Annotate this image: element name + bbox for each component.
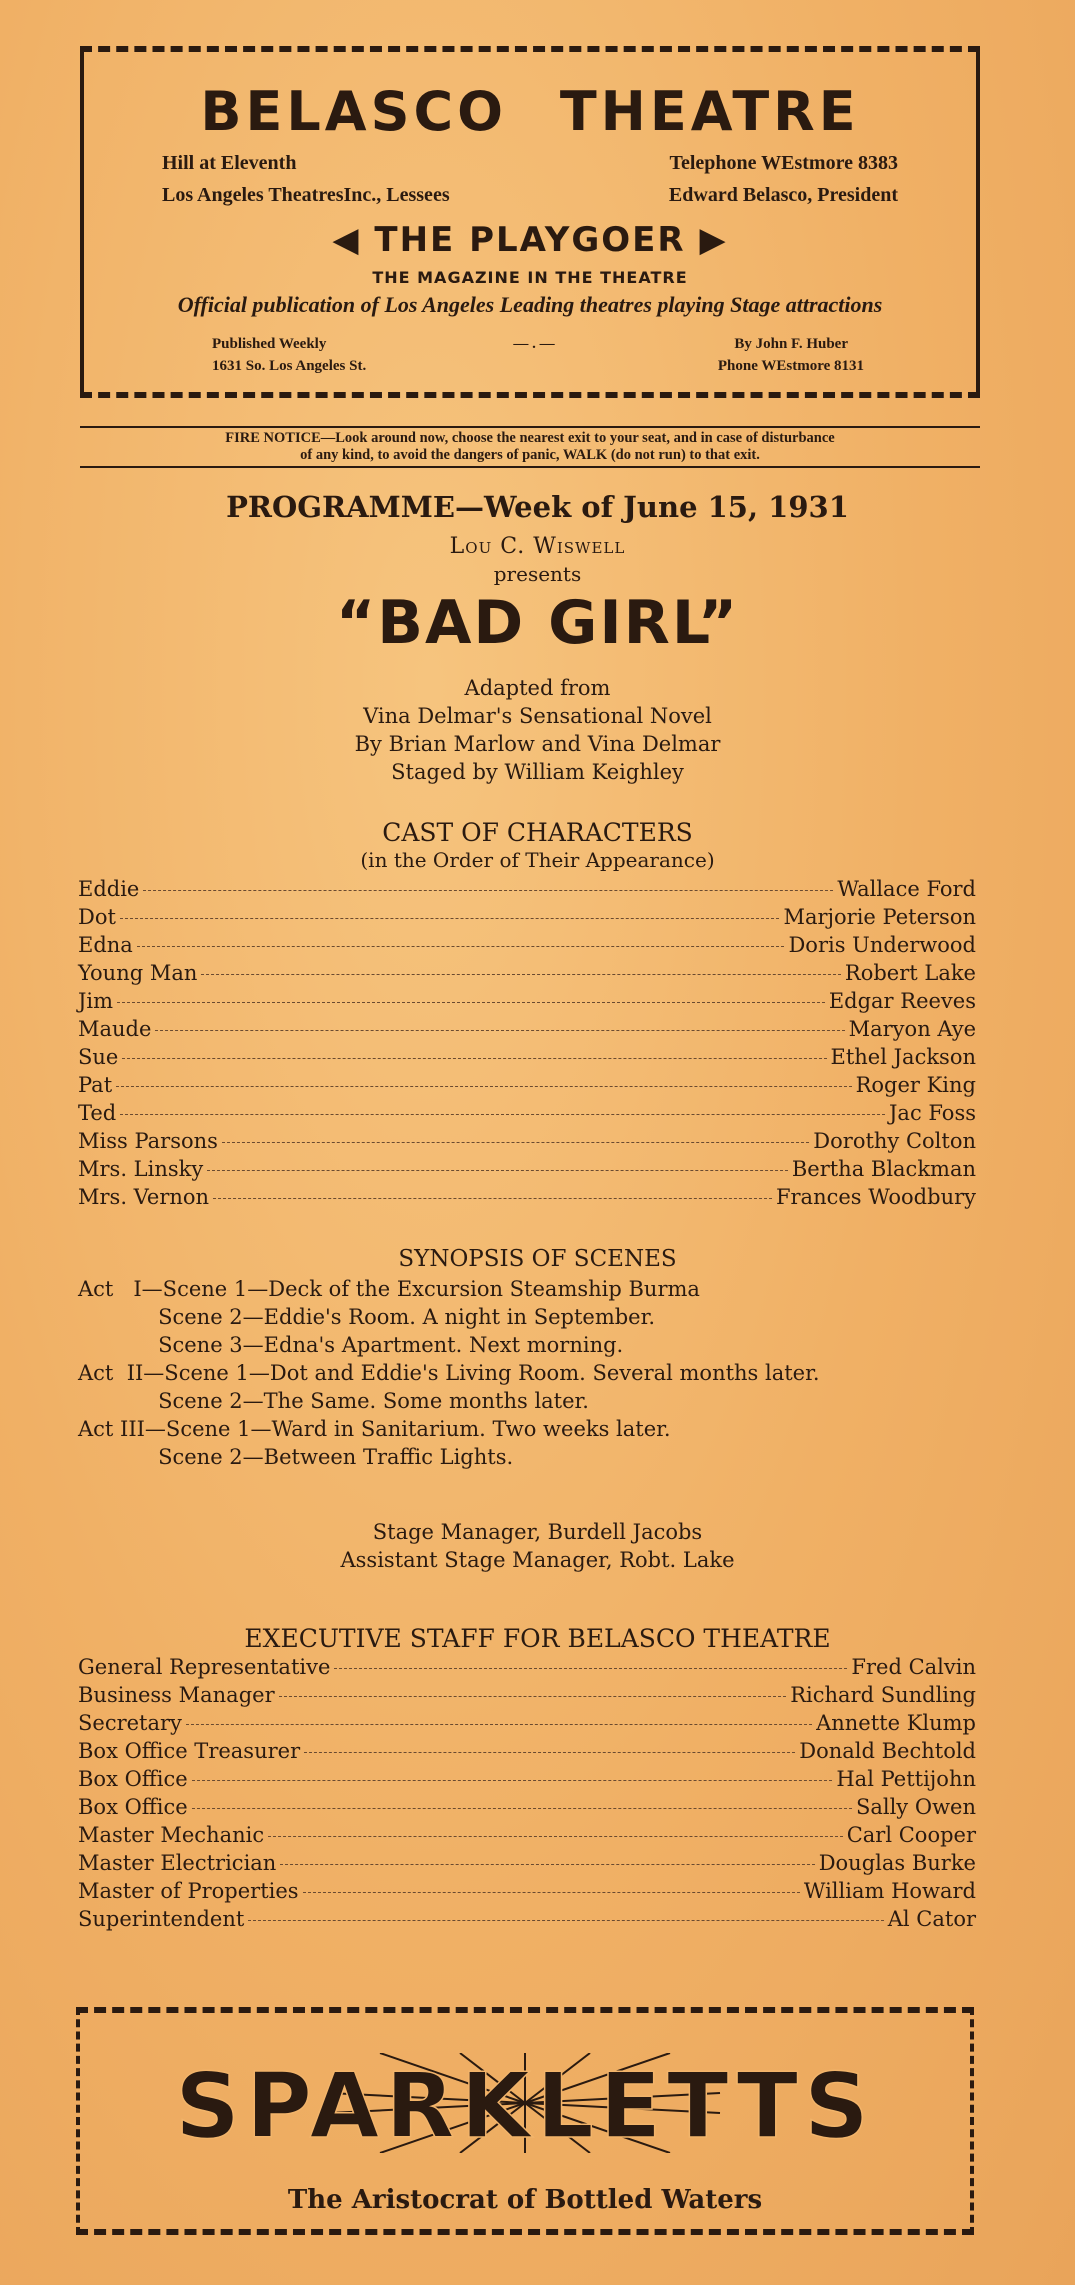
synopsis-line: Scene 2—Eddie's Room. A night in September. (78, 1305, 656, 1329)
staff-role: Master Electrician (78, 1851, 277, 1875)
synopsis-line: Scene 3—Edna's Apartment. Next morning. (78, 1333, 624, 1357)
cast-row (78, 1101, 976, 1129)
staff-row (78, 1879, 976, 1907)
cast-actor: Edgar Reeves (828, 989, 976, 1013)
leader-dots (279, 1696, 787, 1697)
leader-dots (268, 1836, 843, 1837)
playgoer-title-text: THE PLAYGOER (374, 220, 686, 260)
fire-notice (80, 426, 980, 468)
cast-role: Sue (78, 1045, 119, 1069)
staff-role: Box Office (78, 1795, 188, 1819)
staff-name: Donald Bechtold (799, 1739, 976, 1763)
staff-role: Superintendent (78, 1907, 245, 1931)
cast-role: Dot (78, 905, 116, 929)
synopsis-line: Scene 2—The Same. Some months later. (78, 1389, 589, 1413)
assistant-stage-manager: Assistant Stage Manager, Robt. Lake (340, 1548, 735, 1572)
sparkletts-tagline: The Aristocrat of Bottled Waters (287, 2185, 763, 2215)
staff-row (78, 1767, 976, 1795)
leader-dots (120, 1114, 885, 1115)
cast-role: Ted (78, 1101, 117, 1125)
staff-role: Box Office (78, 1767, 188, 1791)
theatre-name: BELASCO THEATRE (200, 80, 860, 143)
cast-role: Maude (78, 1017, 152, 1041)
credit-line-4: Staged by William Keighley (391, 760, 684, 784)
cast-actor: Ethel Jackson (830, 1045, 976, 1069)
credit-line-2: Vina Delmar's Sensational Novel (363, 704, 712, 728)
presenter-name: Lou C. Wiswell (449, 534, 626, 559)
synopsis-line: Act II—Scene 1—Dot and Eddie's Living Room. Several months later. (78, 1361, 820, 1385)
leader-dots (280, 1864, 814, 1865)
cast-actor: Maryon Aye (848, 1017, 976, 1041)
fire-notice-line-2: of any kind, to avoid the dangers of panic, WALK (do not run) to that exit. (300, 447, 760, 463)
leader-dots (122, 1058, 826, 1059)
theatre-header-box (80, 46, 980, 398)
leader-dots (117, 1002, 825, 1003)
cast-row (78, 989, 976, 1017)
leader-dots (303, 1892, 800, 1893)
cast-role: Jim (78, 989, 114, 1013)
staff-row (78, 1795, 976, 1823)
cast-role: Eddie (78, 877, 140, 901)
leader-dots (116, 1086, 851, 1087)
cast-role: Miss Parsons (78, 1129, 218, 1153)
credit-line-3: By Brian Marlow and Vina Delmar (354, 732, 721, 756)
staff-row (78, 1711, 976, 1739)
cast-row (78, 1157, 976, 1185)
staff-role: Master of Properties (78, 1879, 299, 1903)
staff-heading: EXECUTIVE STAFF FOR BELASCO THEATRE (244, 1624, 831, 1653)
playgoer-title (84, 220, 976, 260)
staff-row (78, 1683, 976, 1711)
cast-actor: Jac Foss (889, 1101, 976, 1125)
synopsis-line: Act III—Scene 1—Ward in Sanitarium. Two weeks later. (78, 1417, 671, 1441)
cast-list (78, 877, 976, 1213)
leader-dots (201, 974, 840, 975)
staff-name: Richard Sundling (790, 1683, 976, 1707)
staff-row (78, 1851, 976, 1879)
staff-row (78, 1655, 976, 1683)
leader-dots (304, 1752, 795, 1753)
staff-role: Box Office Treasurer (78, 1739, 301, 1763)
sparkletts-ad (76, 2007, 974, 2235)
cast-actor: Wallace Ford (837, 877, 976, 901)
stage-manager: Stage Manager, Burdell Jacobs (372, 1520, 703, 1544)
staff-role: Secretary (78, 1711, 182, 1735)
publisher-phone: Phone WEstmore 8131 (717, 358, 864, 374)
staff-name: Hal Pettijohn (836, 1767, 976, 1791)
right-triangle-icon: ▶︎ (699, 220, 728, 260)
left-triangle-icon: ◀︎ (332, 220, 361, 260)
synopsis-list (78, 1277, 978, 1473)
presents-text: presents (493, 562, 582, 586)
staff-name: Douglas Burke (818, 1851, 976, 1875)
cast-actor: Robert Lake (844, 961, 976, 985)
synopsis-line: Scene 2—Between Traffic Lights. (78, 1445, 514, 1469)
staff-row (78, 1823, 976, 1851)
cast-actor: Dorothy Colton (813, 1129, 976, 1153)
cast-actor: Doris Underwood (788, 933, 976, 957)
staff-name: Sally Owen (855, 1795, 976, 1819)
official-publication: Official publication of Los Angeles Leading theatres playing Stage attractions (177, 292, 883, 317)
leader-dots (143, 890, 833, 891)
published-address: 1631 So. Los Angeles St. (212, 358, 367, 374)
leader-dots (207, 1170, 788, 1171)
leader-dots (155, 1030, 844, 1031)
cast-row (78, 1185, 976, 1213)
staff-name: William Howard (803, 1879, 976, 1903)
theatre-telephone: Telephone WEstmore 8383 (669, 152, 898, 174)
cast-row (78, 933, 976, 961)
staff-name: Annette Klump (816, 1711, 976, 1735)
staff-role: Business Manager (78, 1683, 275, 1707)
programme-week: PROGRAMME—Week of June 15, 1931 (226, 490, 849, 524)
synopsis-line: Act I—Scene 1—Deck of the Excursion Steamship Burma (78, 1277, 700, 1301)
staff-name: Al Cator (887, 1907, 976, 1931)
cast-role: Pat (78, 1073, 113, 1097)
leader-dots (137, 946, 785, 947)
leader-dots (334, 1668, 847, 1669)
leader-dots (222, 1142, 809, 1143)
leader-dots (186, 1724, 812, 1725)
header-dash: — . — (513, 336, 555, 352)
leader-dots (213, 1198, 772, 1199)
staff-row (78, 1907, 976, 1935)
cast-row (78, 1129, 976, 1157)
theatre-lessees: Los Angeles TheatresInc., Lessees (162, 184, 450, 206)
cast-role: Young Man (78, 961, 198, 985)
cast-role: Mrs. Linsky (78, 1157, 204, 1181)
staff-row (78, 1739, 976, 1767)
theatre-address: Hill at Eleventh (162, 152, 297, 174)
staff-role: General Representative (78, 1655, 331, 1679)
credit-line-1: Adapted from (464, 676, 611, 700)
sparkletts-brand: SPARKLETTS (175, 2054, 875, 2153)
cast-heading: CAST OF CHARACTERS (382, 818, 693, 847)
cast-actor: Frances Woodbury (775, 1185, 976, 1209)
cast-row (78, 905, 976, 933)
cast-role: Mrs. Vernon (78, 1185, 210, 1209)
magazine-subtitle: THE MAGAZINE IN THE THEATRE (372, 268, 688, 287)
staff-name: Fred Calvin (851, 1655, 976, 1679)
cast-row (78, 1017, 976, 1045)
cast-row (78, 1073, 976, 1101)
leader-dots (192, 1808, 852, 1809)
play-title: “BAD GIRL” (335, 588, 740, 658)
cast-row (78, 1045, 976, 1073)
cast-actor: Marjorie Peterson (783, 905, 976, 929)
theatre-president: Edward Belasco, President (668, 184, 898, 206)
leader-dots (120, 918, 780, 919)
cast-role: Edna (78, 933, 133, 957)
staff-name: Carl Cooper (846, 1823, 976, 1847)
published-weekly: Published Weekly (212, 336, 327, 352)
publisher-name: By John F. Huber (734, 336, 848, 352)
fire-notice-line-1: FIRE NOTICE—Look around now, choose the nearest exit to your seat, and in case of disturbance (225, 430, 835, 446)
leader-dots (192, 1780, 833, 1781)
cast-subheading: (in the Order of Their Appearance) (360, 848, 715, 872)
cast-row (78, 961, 976, 989)
cast-actor: Roger King (855, 1073, 976, 1097)
staff-list (78, 1655, 976, 1935)
cast-actor: Bertha Blackman (791, 1157, 976, 1181)
synopsis-heading: SYNOPSIS OF SCENES (398, 1246, 677, 1272)
cast-row (78, 877, 976, 905)
staff-role: Master Mechanic (78, 1823, 265, 1847)
sparkletts-logo (130, 2053, 920, 2153)
leader-dots (248, 1920, 883, 1921)
